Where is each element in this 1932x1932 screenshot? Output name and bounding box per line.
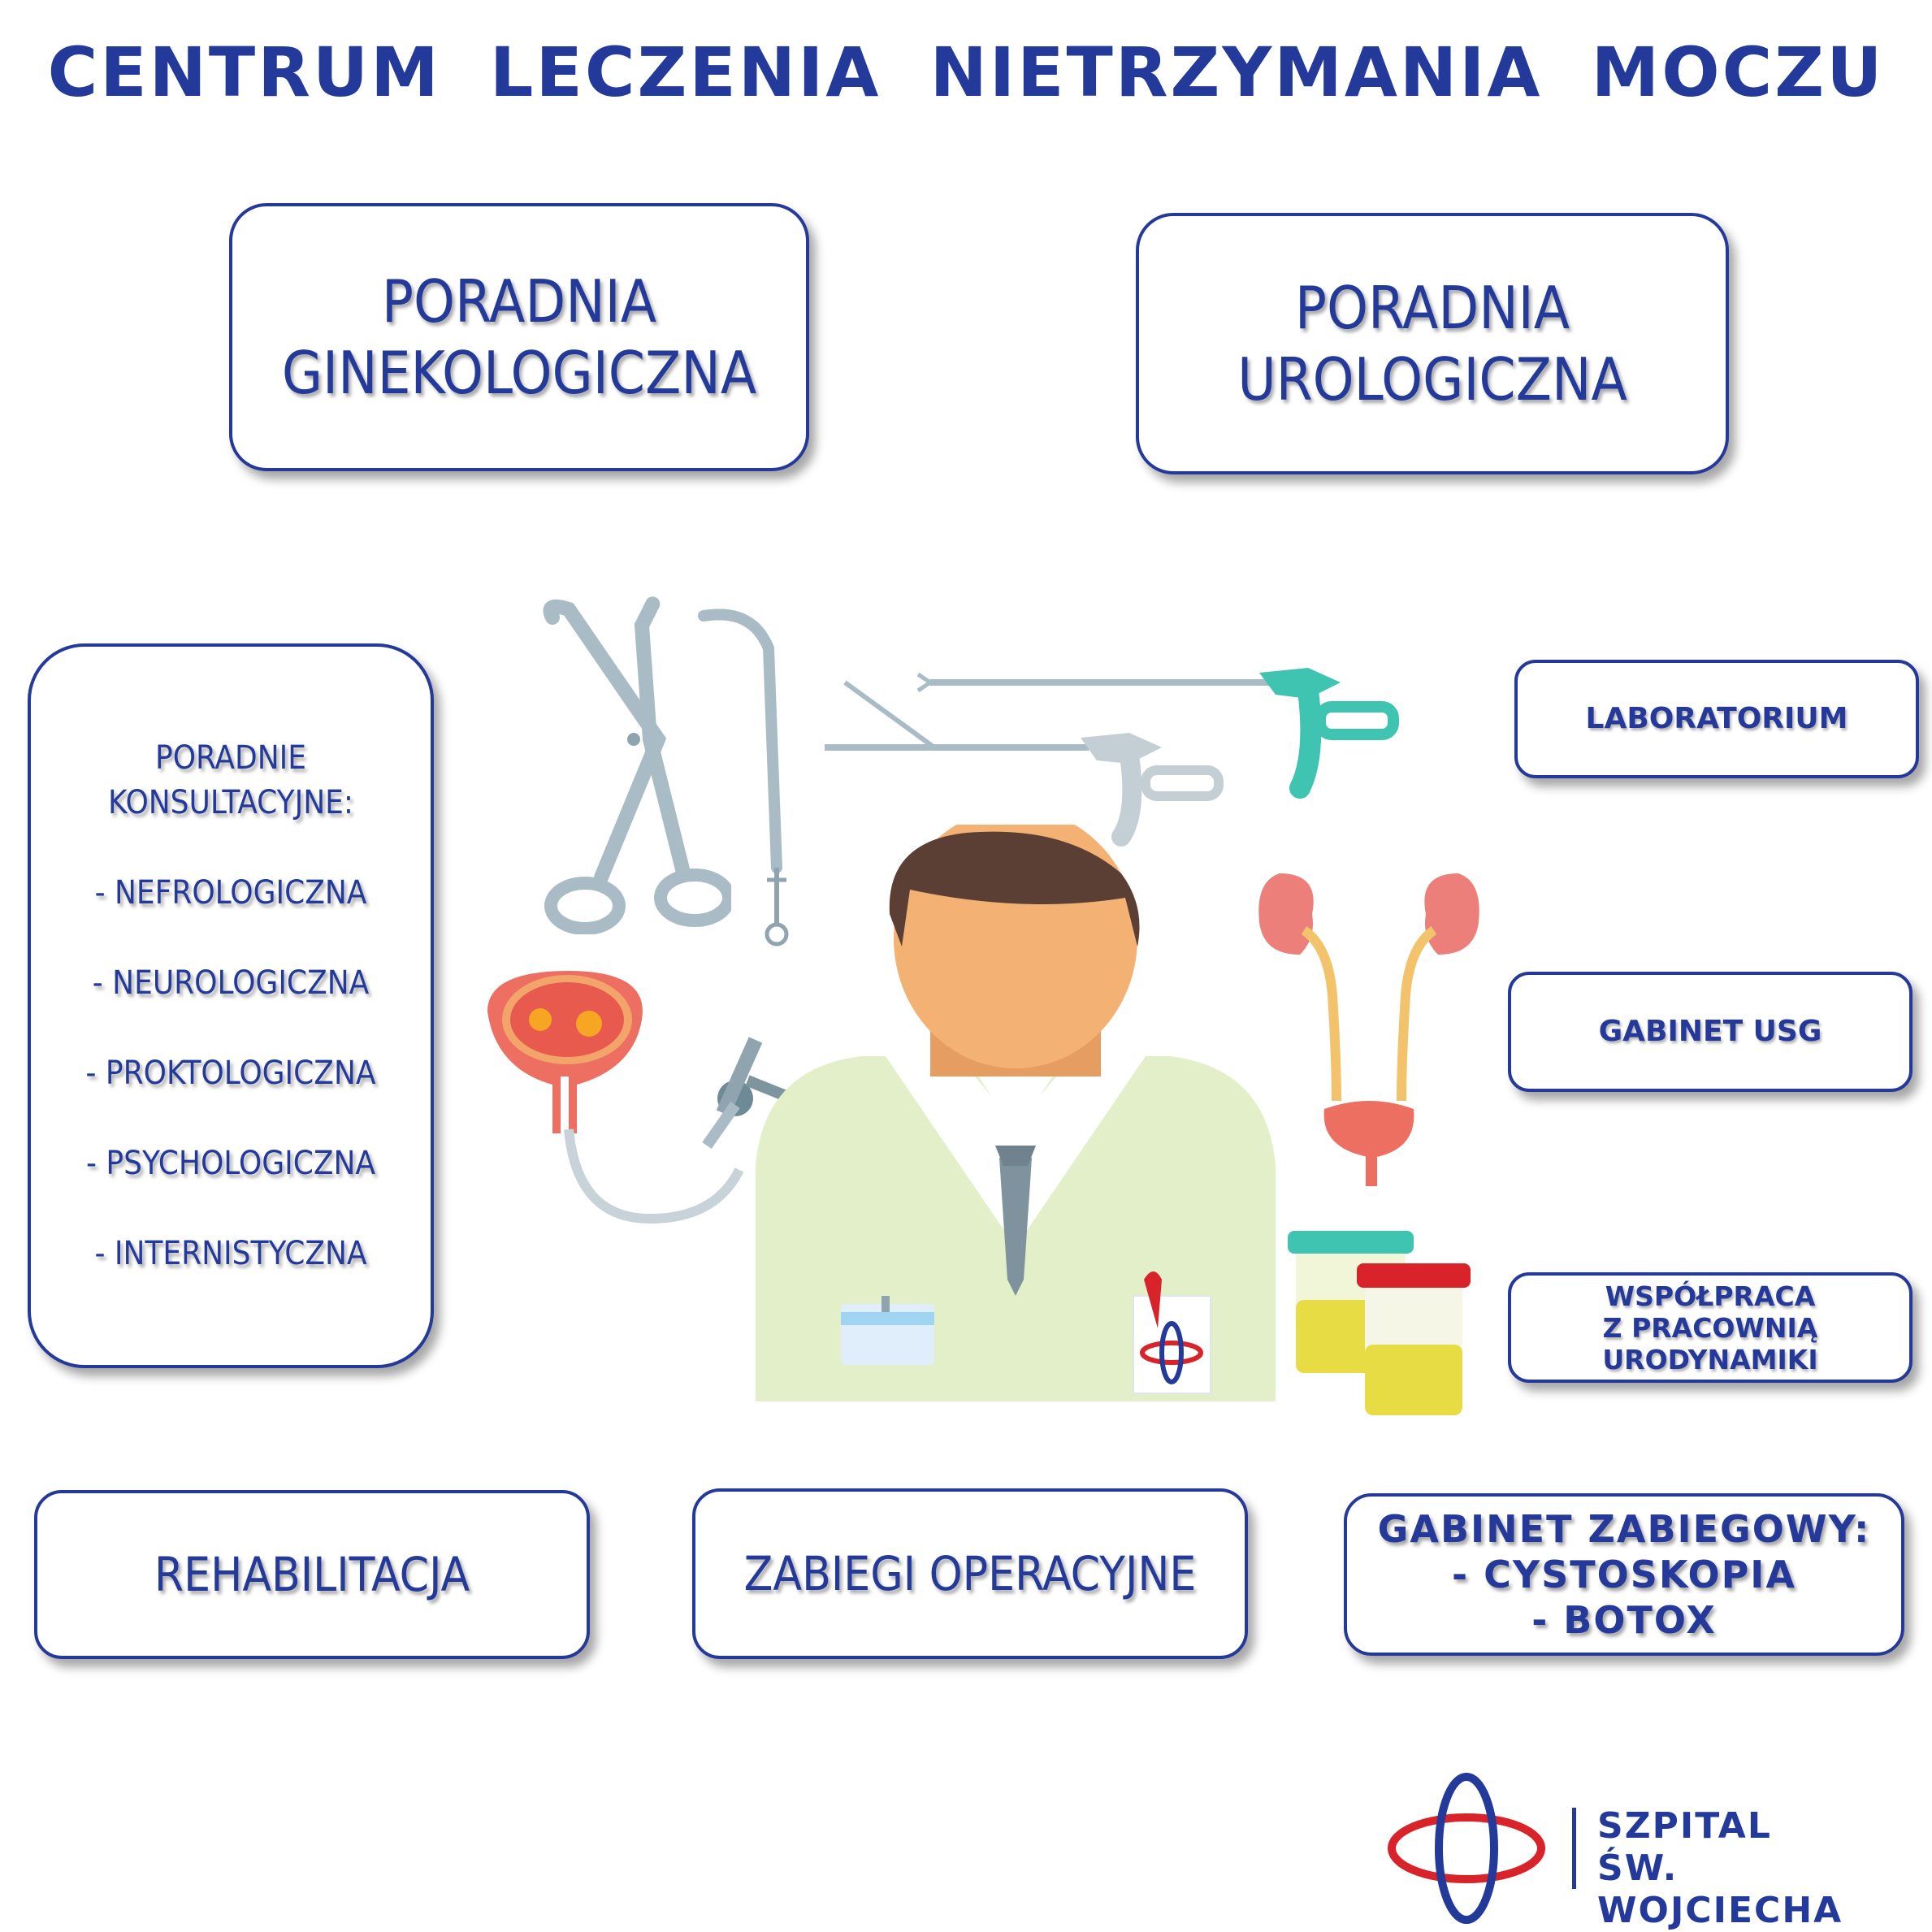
konsult-item: - NEFROLOGICZNA <box>94 873 367 912</box>
box-poradnie-konsultacyjne <box>28 643 434 1368</box>
box-rehabilitacja <box>34 1490 590 1659</box>
box-line: WSPÓŁPRACA <box>1605 1280 1816 1312</box>
box-line: UROLOGICZNA <box>1237 345 1627 414</box>
urine-sample-cups-icon <box>1284 1231 1487 1418</box>
hospital-logo-icon <box>1381 1771 1552 1926</box>
konsult-item: - INTERNISTYCZNA <box>94 1234 367 1272</box>
box-gabinet-usg <box>1508 972 1913 1092</box>
hospital-logo-text <box>1597 1805 1932 1932</box>
logo-divider <box>1572 1808 1576 1889</box>
box-laboratorium <box>1514 660 1919 778</box>
box-line: GABINET USG <box>1598 1015 1822 1048</box>
box-line: Z PRACOWNIĄ <box>1602 1311 1818 1344</box>
box-gabinet-zabiegowy <box>1344 1493 1904 1656</box>
box-urodynamika <box>1508 1272 1913 1383</box>
laparoscopic-instruments-icon <box>821 658 1438 853</box>
urinary-tract-icon <box>1255 865 1483 1190</box>
box-line: PORADNIA <box>381 267 657 336</box>
logo-line: ŚW. WOJCIECHA <box>1597 1848 1843 1931</box>
box-zabiegi-operacyjne <box>692 1488 1248 1659</box>
konsult-item: - PROKTOLOGICZNA <box>85 1054 376 1092</box>
page-title: CENTRUM LECZENIA NIETRZYMANIA MOCZU <box>47 32 1885 112</box>
box-poradnia-urologiczna <box>1136 213 1729 474</box>
konsult-heading: KONSULTACYJNE: <box>108 783 353 821</box>
konsult-item: - NEUROLOGICZNA <box>92 964 370 1002</box>
box-line: URODYNAMIKI <box>1602 1343 1818 1375</box>
box-line: - CYSTOSKOPIA <box>1451 1553 1797 1596</box>
box-line: REHABILITACJA <box>154 1547 470 1602</box>
konsult-heading: PORADNIE <box>155 739 306 777</box>
box-line: ZABIEGI OPERACYJNE <box>743 1546 1197 1601</box>
box-line: - BOTOX <box>1531 1598 1717 1642</box>
doctor-icon <box>756 825 1276 1401</box>
box-line: GINEKOLOGICZNA <box>281 339 757 407</box>
logo-line: SZPITAL <box>1597 1805 1772 1847</box>
konsult-item: - PSYCHOLOGICZNA <box>85 1144 375 1182</box>
box-line: GABINET ZABIEGOWY: <box>1377 1507 1871 1551</box>
box-poradnia-ginekologiczna <box>229 203 809 471</box>
box-line: LABORATORIUM <box>1585 702 1848 735</box>
box-line: PORADNIA <box>1294 274 1570 342</box>
